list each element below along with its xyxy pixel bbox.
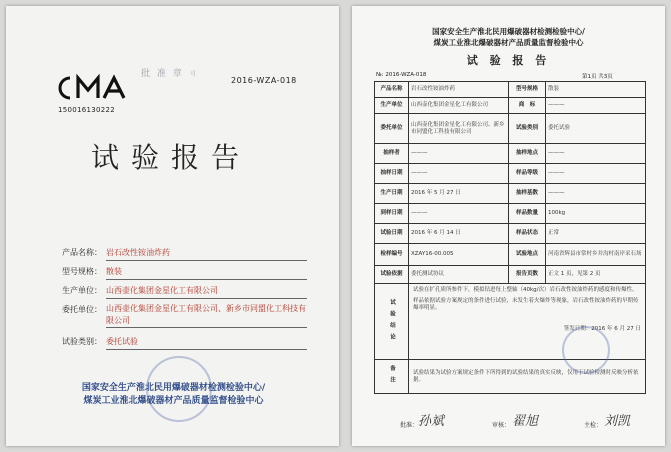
row-value: 河南省辉县市常村乡并沟村南岸采石场 <box>546 244 646 266</box>
row-value: ——— <box>546 164 646 184</box>
row-value: XZAY16-00.005 <box>409 244 509 266</box>
report-number: №: 2016-WZA-018 <box>376 72 427 78</box>
field-test-type <box>62 335 307 349</box>
center-header <box>362 26 655 48</box>
table-row <box>375 266 646 284</box>
row-value: 委托试验 <box>546 114 646 144</box>
row-label: 样品数量 <box>509 204 546 224</box>
row-value: ——— <box>546 184 646 204</box>
row-label: 试验类别 <box>509 114 546 144</box>
issuing-center <box>46 382 301 408</box>
report-title: 试 验 报 告 <box>466 54 551 67</box>
report-title: 试验报告 <box>91 141 252 174</box>
field-value: 山西壶化集团金星化工有限公司、新乡市同盟化工科技有限公司 <box>106 303 307 328</box>
row-value: ——— <box>409 204 509 224</box>
row-label: 抽样地点 <box>509 144 546 164</box>
field-label: 生产单位： <box>62 286 102 295</box>
issuing-center-line: 煤炭工业淮北爆破器材产品质量监督检验中心 <box>83 396 264 406</box>
row-label: 抽样基数 <box>509 184 546 204</box>
conclusion-text: 样品依据试验方案规定的条件进行试验，未发生着火爆炸等现象，岩石改性铵油炸药的早期传爆率明显。 <box>413 298 639 311</box>
row-label: 委托单位 <box>375 114 409 144</box>
remark-label-cell <box>375 360 409 394</box>
field-label: 委托单位： <box>62 305 102 314</box>
report-code: 2016-WZA-018 <box>231 76 297 85</box>
approver-label: 批准： <box>400 422 419 429</box>
table-row <box>375 82 646 98</box>
row-value: 100kg <box>546 204 646 224</box>
approver-signature: 孙斌 <box>418 414 445 429</box>
tester-label: 主检： <box>584 422 603 429</box>
field-value: 散装 <box>106 265 307 280</box>
field-label: 产品名称： <box>62 248 102 257</box>
conclusion-text: 试验在扩孔质所参件下，模拟钻进每上整轴（40kg/次）岩石改性铵油炸药的感度和传爆性。 <box>413 287 638 293</box>
row-value: ——— <box>409 144 509 164</box>
row-label: 到样日期 <box>375 204 409 224</box>
table-row <box>375 244 646 266</box>
remark-label: 备注 <box>389 365 395 388</box>
conclusion-label-cell <box>375 284 409 360</box>
remark-text: 试验结果为试验方案规定条件下所得到的试验结果的真实反映，仅用于试验检测时反映分析依据。 <box>409 360 646 394</box>
row-label: 样品状态 <box>509 224 546 244</box>
row-label: 生产日期 <box>375 184 409 204</box>
page-info: 第1页 共3页 <box>582 74 613 80</box>
row-value: 2016 年 6 月 14 日 <box>409 224 509 244</box>
table-row <box>375 184 646 204</box>
row-label: 试验依据 <box>375 266 409 284</box>
row-value: 山西壶化集团金星化工有限公司、新乡市同盟化工科技有限公司 <box>409 114 509 144</box>
row-label: 检样编号 <box>375 244 409 266</box>
reviewer-signature: 翟旭 <box>512 414 539 429</box>
row-label: 商 标 <box>509 98 546 114</box>
report-cover-page <box>6 6 339 446</box>
row-value: 岩石改性铵油炸药 <box>409 82 509 98</box>
field-product-name <box>62 246 307 260</box>
row-value: 正常 <box>546 224 646 244</box>
field-value: 山西壶化集团金星化工有限公司 <box>106 284 307 299</box>
reviewer-label: 审核： <box>492 422 511 429</box>
row-label: 型号规格 <box>509 82 546 98</box>
row-label: 生产单位 <box>375 98 409 114</box>
row-label: 抽样日期 <box>375 164 409 184</box>
field-client <box>62 303 307 329</box>
row-label: 报告页数 <box>509 266 546 284</box>
field-label: 试验类别： <box>62 337 102 346</box>
field-manufacturer <box>62 284 307 298</box>
approval-stamp: 批 准 章 ㄐ <box>141 69 200 79</box>
cma-logo <box>56 74 142 102</box>
table-row <box>375 114 646 144</box>
table-row <box>375 164 646 184</box>
issuing-center-line: 国家安全生产淮北民用爆破器材检测检验中心/ <box>81 383 266 393</box>
row-value: ——— <box>546 144 646 164</box>
row-label: 产品名称 <box>375 82 409 98</box>
field-value: 岩石改性铵油炸药 <box>106 246 307 261</box>
row-value: 山西壶化集团金星化工有限公司 <box>409 98 509 114</box>
table-row <box>375 204 646 224</box>
row-label: 试验地点 <box>509 244 546 266</box>
row-value: 2016 年 5 月 27 日 <box>409 184 509 204</box>
cma-number: 150016130222 <box>58 106 116 114</box>
row-value: 委托测试协议 <box>409 266 509 284</box>
center-header-line: 煤炭工业淮北爆破器材产品质量监督检验中心 <box>433 38 584 47</box>
row-value: ——— <box>546 98 646 114</box>
issue-date: 签发日期：2016 年 6 月 27 日 <box>563 326 641 332</box>
center-header-line: 国家安全生产淮北民用爆破器材检测检验中心/ <box>432 27 585 36</box>
conclusion-label: 试验结论 <box>389 298 395 345</box>
official-seal <box>562 326 610 374</box>
table-row <box>375 98 646 114</box>
row-label: 试验日期 <box>375 224 409 244</box>
row-label: 抽样者 <box>375 144 409 164</box>
report-detail-page <box>352 6 665 446</box>
field-model-spec <box>62 265 307 279</box>
table-row <box>375 224 646 244</box>
field-value: 委托试验 <box>106 335 307 350</box>
field-label: 型号规格： <box>62 267 102 276</box>
row-value: 正文 1 页，见第 2 页 <box>546 266 646 284</box>
table-row <box>375 144 646 164</box>
row-value: ——— <box>409 164 509 184</box>
row-value: 散装 <box>546 82 646 98</box>
row-label: 样品等级 <box>509 164 546 184</box>
tester-signature: 刘凯 <box>604 414 631 429</box>
